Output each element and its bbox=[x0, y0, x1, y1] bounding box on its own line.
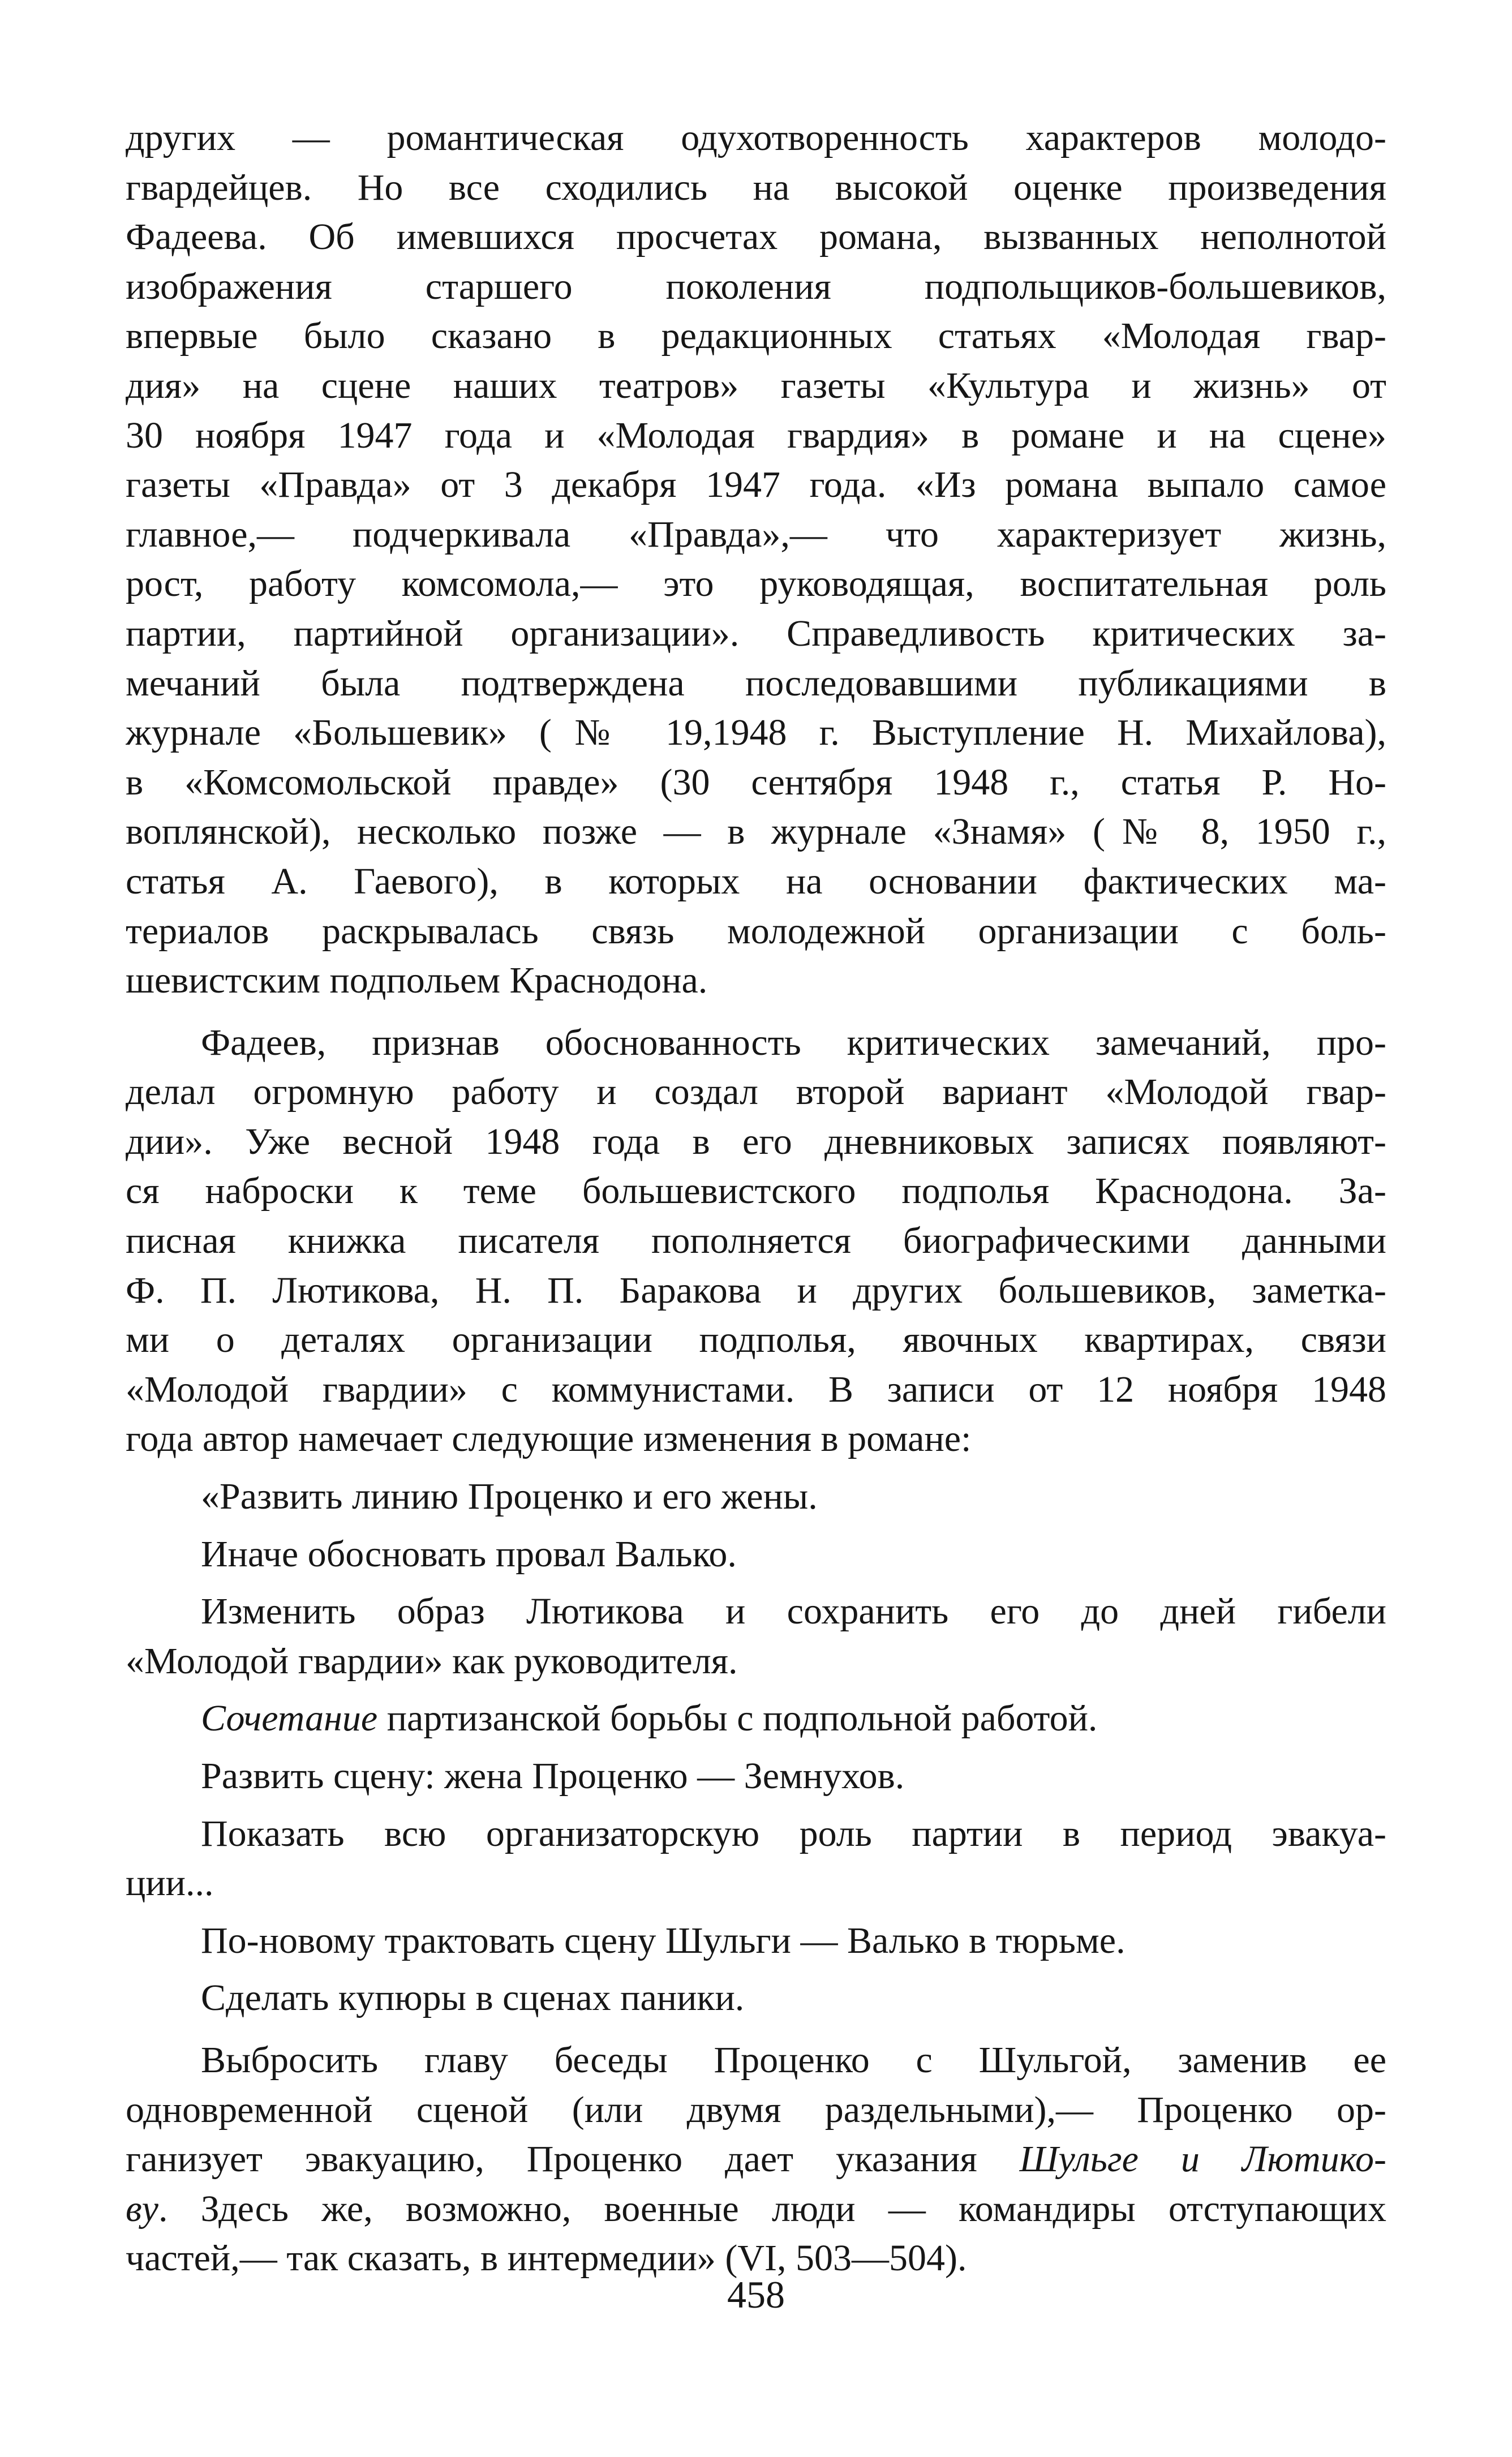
text-line: териалов раскрывалась связь молодежной организации с боль- bbox=[126, 910, 1386, 952]
note-line: Показать всю организаторскую роль партии в период эвакуа- bbox=[201, 1812, 1386, 1854]
quoted-notes bbox=[126, 1472, 1386, 2023]
note-line bbox=[126, 1694, 1386, 1743]
text-span: . Здесь же, возможно, военные люди — командиры отступающих bbox=[158, 2188, 1386, 2230]
text-line: Фадеев, признав обоснованность критических замечаний, про- bbox=[201, 1021, 1386, 1063]
paragraph-1 bbox=[126, 113, 1386, 1006]
text-line: дия» на сцене наших театров» газеты «Культура и жизнь» от bbox=[126, 364, 1386, 406]
text-line: партии, партийной организации». Справедливость критических за- bbox=[126, 612, 1386, 654]
paragraph-2 bbox=[126, 1018, 1386, 1464]
text-line: 30 ноября 1947 года и «Молодая гвардия» в романе и на сцене» bbox=[126, 414, 1386, 456]
text-line: делал огромную работу и создал второй вариант «Молодой гвар- bbox=[126, 1071, 1386, 1113]
text-span: ганизует эвакуацию, Проценко дает указания bbox=[126, 2138, 1020, 2180]
text-line: ми о деталях организации подполья, явочных квартирах, связи bbox=[126, 1319, 1386, 1361]
note-line: Развить сцену: жена Проценко — Земнухов. bbox=[201, 1755, 905, 1797]
italic-text: Шульге и Лютико- bbox=[1019, 2138, 1386, 2180]
final-paragraph bbox=[126, 2035, 1386, 2283]
text-line bbox=[126, 2134, 1386, 2184]
note-line: «Развить линию Проценко и его жены. bbox=[201, 1476, 818, 1518]
text-line: журнале «Большевик» (№ 19,1948 г. Выступление Н. Михайлова), bbox=[126, 712, 1386, 754]
text-line: Выбросить главу беседы Проценко с Шульгой, заменив ее bbox=[201, 2039, 1386, 2081]
note-line: «Молодой гвардии» как руководителя. bbox=[126, 1640, 738, 1682]
text-line: статья А. Гаевого), в которых на основании фактических ма- bbox=[126, 860, 1386, 902]
text-line: воплянской), несколько позже — в журнале «Знамя» (№ 8, 1950 г., bbox=[126, 811, 1386, 853]
text-line: «Молодой гвардии» с коммунистами. В записи от 12 ноября 1948 bbox=[126, 1368, 1386, 1410]
text-line: мечаний была подтверждена последовавшими публикациями в bbox=[126, 662, 1386, 704]
text-line: других — романтическая одухотворенность характеров молодо- bbox=[126, 117, 1386, 158]
note-line: ции... bbox=[126, 1862, 214, 1904]
text-line: ся наброски к теме большевистского подполья Краснодона. За- bbox=[126, 1170, 1386, 1212]
text-line: шевистским подпольем Краснодона. bbox=[126, 960, 708, 1002]
text-line: главное,— подчеркивала «Правда»,— что характеризует жизнь, bbox=[126, 513, 1386, 555]
italic-word: Сочетание bbox=[201, 1698, 378, 1739]
text-line: рост, работу комсомола,— это руководящая, воспитательная роль bbox=[126, 563, 1386, 605]
text-line bbox=[126, 2184, 1386, 2234]
page-body bbox=[126, 113, 1386, 2283]
note-line: По-новому трактовать сцену Шульги — Валько в тюрьме. bbox=[201, 1919, 1126, 1961]
note-line: Изменить образ Лютикова и сохранить его до дней гибели bbox=[201, 1591, 1386, 1633]
text-line: Ф. П. Лютикова, Н. П. Баракова и других большевиков, заметка- bbox=[126, 1269, 1386, 1311]
text-line: дии». Уже весной 1948 года в его дневниковых записях появляют- bbox=[126, 1120, 1386, 1162]
text-line: Фадеева. Об имевшихся просчетах романа, вызванных неполнотой bbox=[126, 216, 1386, 258]
text-line: впервые было сказано в редакционных статьях «Молодая гвар- bbox=[126, 315, 1386, 357]
page-number: 458 bbox=[727, 2273, 785, 2316]
text-line: одновременной сценой (или двумя раздельными),— Проценко ор- bbox=[126, 2089, 1386, 2130]
text-line: года автор намечает следующие изменения в романе: bbox=[126, 1418, 972, 1460]
text-line: гвардейцев. Но все сходились на высокой оценке произведения bbox=[126, 166, 1386, 208]
text-line: изображения старшего поколения подпольщиков-большевиков, bbox=[126, 265, 1386, 307]
text-line: писная книжка писателя пополняется биографическими данными bbox=[126, 1220, 1386, 1262]
text-line: в «Комсомольской правде» (30 сентября 1948 г., статья Р. Но- bbox=[126, 761, 1386, 803]
italic-text: ву bbox=[126, 2188, 158, 2230]
note-text: партизанской борьбы с подпольной работой. bbox=[377, 1698, 1098, 1739]
text-line: газеты «Правда» от 3 декабря 1947 года. «Из романа выпало самое bbox=[126, 464, 1386, 506]
note-line: Иначе обосновать провал Валько. bbox=[201, 1533, 737, 1575]
text-line: частей,— так сказать, в интермедии» (VI, 503—504). bbox=[126, 2237, 967, 2279]
note-line: Сделать купюры в сценах паники. bbox=[201, 1977, 745, 2019]
